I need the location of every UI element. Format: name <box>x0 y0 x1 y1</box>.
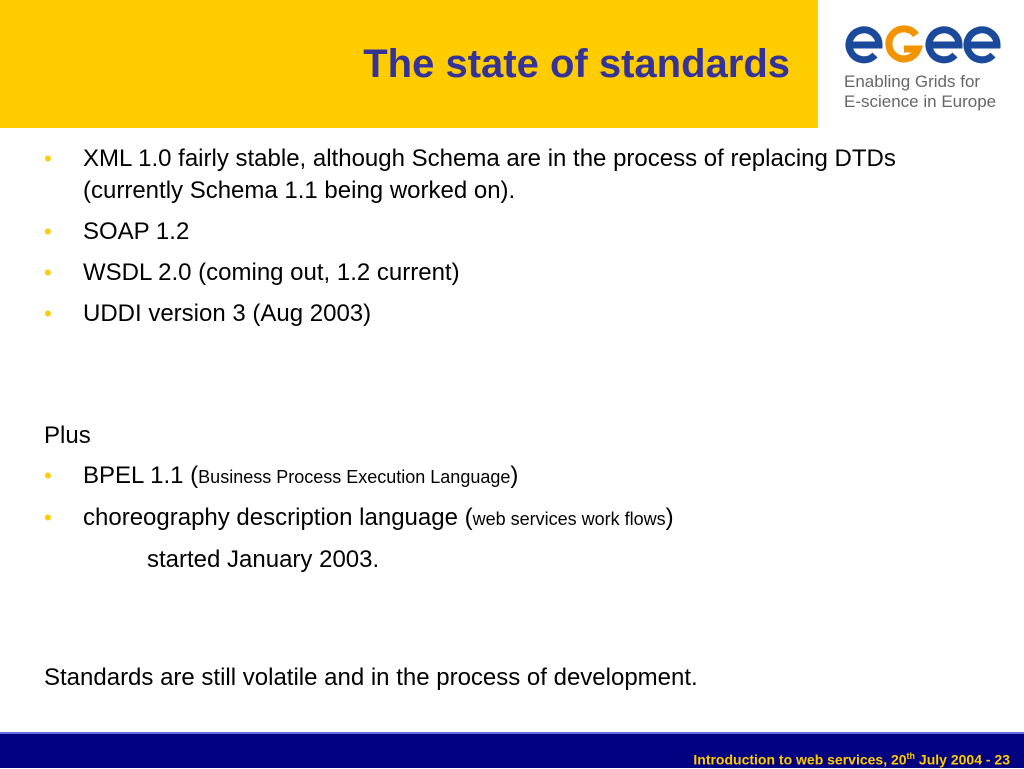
slide-title: The state of standards <box>363 42 790 86</box>
logo-tagline-line1: Enabling Grids for <box>844 72 981 91</box>
list-item <box>44 298 994 330</box>
slide-content <box>44 143 994 694</box>
standards-list <box>44 143 994 330</box>
footer-text: Introduction to web services, 20th July 2004 - 23 <box>693 751 1010 768</box>
list-item-text: SOAP 1.2 <box>83 218 190 245</box>
list-item <box>44 216 994 248</box>
list-item <box>44 143 994 207</box>
list-item <box>44 502 994 535</box>
title-band <box>0 0 818 128</box>
egee-logo-mark <box>842 22 1002 68</box>
list-item <box>44 257 994 289</box>
bullet-icon: • <box>44 146 52 171</box>
bullet-icon: • <box>44 260 52 285</box>
bullet-icon: • <box>44 301 52 326</box>
list-item-text: choreography description language (web services work flows) <box>83 504 674 531</box>
conclusion-text: Standards are still volatile and in the process of development. <box>44 664 698 691</box>
list-item-text: BPEL 1.1 (Business Process Execution Language) <box>83 462 519 489</box>
logo-tagline <box>844 72 996 112</box>
egee-logo <box>818 0 1024 128</box>
bullet-icon: • <box>44 505 52 530</box>
bullet-icon: • <box>44 219 52 244</box>
list-item-text: WSDL 2.0 (coming out, 1.2 current) <box>83 259 460 286</box>
bullet-icon: • <box>44 463 52 488</box>
list-item-text: UDDI version 3 (Aug 2003) <box>83 300 372 327</box>
footer-band <box>0 732 1024 768</box>
plus-list <box>44 460 994 535</box>
list-item <box>44 460 994 493</box>
started-note: started January 2003. <box>147 546 380 573</box>
list-item-text: XML 1.0 fairly stable, although Schema are in the process of replacing DTDs (currently Schema 1.1 being worked on). <box>83 145 896 204</box>
plus-label: Plus <box>44 422 91 449</box>
logo-tagline-line2: E-science in Europe <box>844 92 997 111</box>
